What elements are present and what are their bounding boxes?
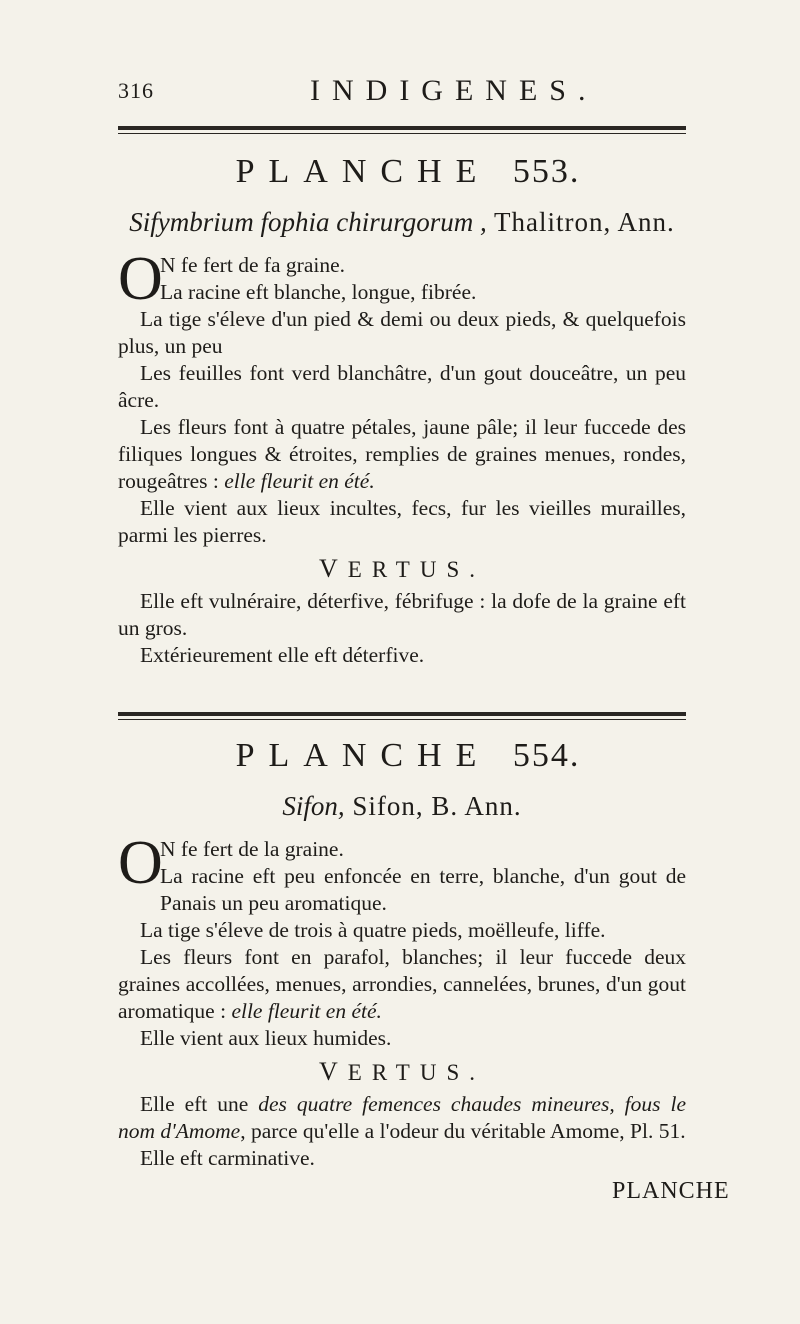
page-number: 316	[118, 78, 154, 103]
flowers-text: Les fleurs font à quatre pétales, jaune pâle; il leur fuccede des filiques longues & étroites, remplies de graines menues, rondes, rougeâtres :	[118, 415, 686, 493]
latin-name: Sifon,	[282, 791, 345, 821]
plate-number: 553.	[512, 153, 581, 190]
drop-cap: O	[118, 829, 163, 897]
plate-553-entry	[118, 150, 686, 669]
plate-label: PLANCHE	[235, 737, 491, 774]
carminative-paragraph: Elle eft carminative.	[140, 1146, 315, 1170]
flowers-paragraph	[118, 944, 686, 1025]
common-name: Sifon, B. Ann.	[344, 791, 522, 821]
habitat-paragraph: Elle vient aux lieux incultes, fecs, fur les vieilles murailles, parmi les pierres.	[118, 496, 686, 547]
stem-paragraph: La tige s'éleve de trois à quatre pieds, moëlleufe, liffe.	[140, 918, 606, 942]
virtues-paragraph	[118, 1091, 686, 1145]
virtues-paragraph: Elle eft vulnéraire, déterfive, fébrifuge : la dofe de la graine eft un gros.	[118, 589, 686, 640]
header-rule-thin	[118, 133, 686, 134]
usage-paragraph	[118, 245, 686, 313]
habitat-paragraph: Elle vient aux lieux humides.	[140, 1026, 392, 1050]
plate-heading	[130, 734, 686, 778]
virtues-rest: ERTUS.	[347, 557, 485, 582]
plate-554-entry	[118, 734, 686, 1172]
plate-heading	[130, 150, 686, 194]
flowers-text: Les fleurs font en parafol, blanches; il leur fuccede deux graines accollées, menues, arrondies, cannelées, brunes, d'un gout aromatique :	[118, 945, 686, 1023]
virtues-cap: V	[319, 1057, 348, 1086]
usage-line: N fe fert de la graine.	[160, 837, 344, 861]
virtues-text-start: Elle eft une	[140, 1092, 259, 1116]
flowers-paragraph	[118, 414, 686, 495]
latin-name: Sifymbrium fophia chirurgorum ,	[129, 207, 487, 237]
root-line: La racine eft peu enfoncée en terre, blanche, d'un gout de Panais un peu aromatique.	[160, 864, 686, 915]
virtues-italic: des quatre femences chaudes mineures, fous le nom d'Amome	[118, 1092, 686, 1143]
leaves-paragraph: Les feuilles font verd blanchâtre, d'un gout douceâtre, un peu âcre.	[118, 361, 686, 412]
stem-paragraph: La tige s'éleve d'un pied & demi ou deux pieds, & quelquefois plus, un peu	[118, 307, 686, 358]
drop-cap: O	[118, 245, 163, 313]
virtues-text-end: , parce qu'elle a l'odeur du véritable Amome, Pl. 51.	[240, 1119, 686, 1143]
page-header	[0, 74, 800, 118]
plate-label: PLANCHE	[235, 153, 491, 190]
usage-line: N fe fert de fa graine.	[160, 253, 346, 277]
flowering-season: elle fleurit en été.	[231, 999, 382, 1023]
plant-name	[118, 786, 686, 826]
usage-paragraph	[118, 829, 686, 917]
plate-number: 554.	[512, 737, 581, 774]
header-rule	[118, 126, 686, 130]
flowering-season: elle fleurit en été.	[224, 469, 375, 493]
section-rule	[118, 712, 686, 716]
common-name: Thalitron, Ann.	[486, 207, 675, 237]
virtues-cap: V	[319, 554, 348, 583]
section-rule-thin	[118, 719, 686, 720]
virtues-heading	[118, 1056, 686, 1089]
catchword: PLANCHE	[612, 1178, 730, 1204]
virtues-rest: ERTUS.	[347, 1060, 485, 1085]
running-title: INDIGENES.	[310, 74, 598, 107]
plant-name	[118, 202, 686, 242]
external-use-paragraph: Extérieurement elle eft déterfive.	[140, 643, 425, 667]
virtues-heading	[118, 553, 686, 586]
root-line: La racine eft blanche, longue, fibrée.	[160, 280, 477, 304]
